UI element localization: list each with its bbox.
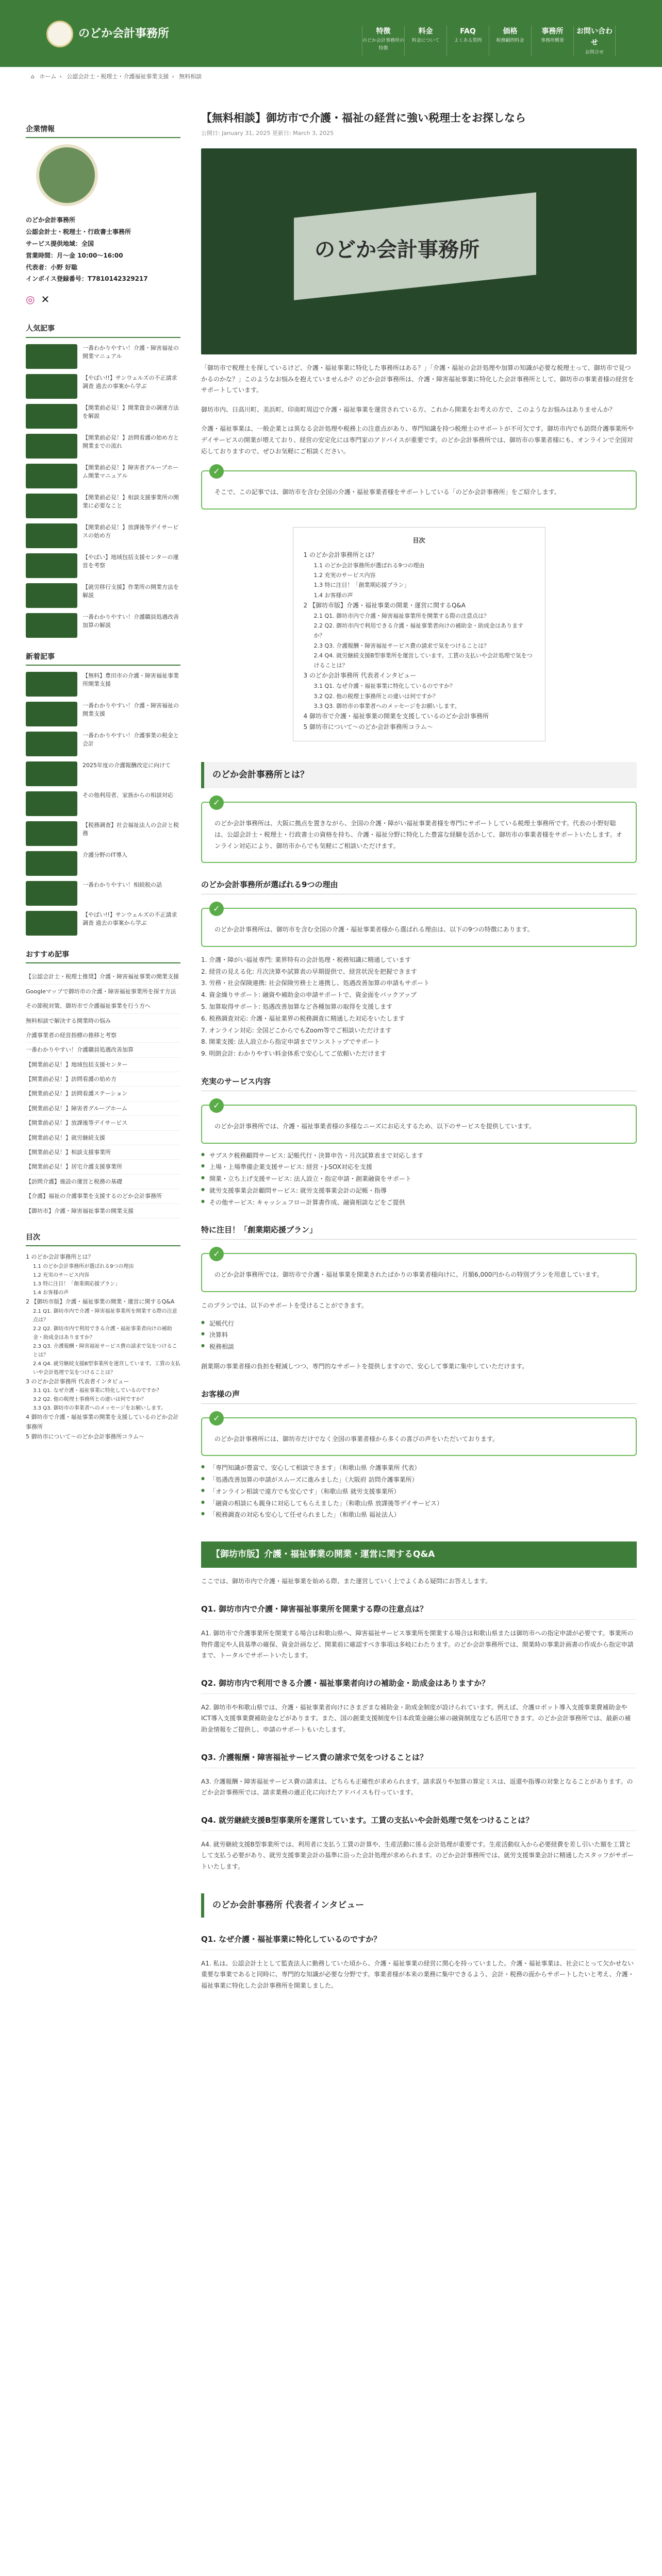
post-thumbnail bbox=[26, 494, 77, 518]
toc-item[interactable]: 1.2 充実のサービス内容 bbox=[313, 572, 376, 579]
profile-line: 公認会計士・税理士・行政書士事務所 bbox=[26, 228, 131, 236]
recommended-link[interactable]: 【開業前必見！】相談支援事業所 bbox=[26, 1145, 180, 1160]
interview-question: Q1. なぜ介護・福祉事業に特化しているのですか？ bbox=[201, 1933, 637, 1950]
qa-section-heading: 【御坊市版】介護・福祉事業の開業・運営に関するQ&A bbox=[201, 1541, 637, 1568]
subsection-heading: お客様の声 bbox=[201, 1388, 637, 1404]
breadcrumb-item[interactable]: 公認会計士・税理士・介護福祉事業支援 bbox=[67, 73, 169, 80]
post-dates: 公開日: January 31, 2025 更新日: March 3, 2025 bbox=[201, 130, 334, 137]
plan-item: ● 記帳代行 bbox=[201, 1318, 637, 1330]
popular-widget-title: 人気記事 bbox=[26, 323, 180, 337]
new-post-item[interactable] bbox=[26, 761, 180, 786]
reason-item: 6. 税務調査対応: 介護・福祉業界の税務調査に精通した対応をいたします bbox=[201, 1014, 405, 1022]
reason-item: 7. オンライン対応: 全国どこからでもZoom等でご相談いただけます bbox=[201, 1026, 392, 1034]
breadcrumb-separator: › bbox=[59, 73, 62, 80]
new-widget-title: 新着記事 bbox=[26, 651, 180, 666]
callout-text: のどか会計事務所は、御坊市を含む全国の介護・福祉事業者様から選ばれる理由は、以下の9つの特徴にあります。 bbox=[214, 926, 534, 934]
toc-item[interactable]: 3.2 Q2. 他の税理士事務所との違いは何ですか？ bbox=[313, 692, 439, 700]
service-item: ● その他サービス: キャッシュフロー計算書作成、融資相談などをご提供 bbox=[201, 1197, 637, 1209]
post-link-text: 介護分野のIT導入 bbox=[82, 851, 127, 858]
post-thumbnail bbox=[26, 702, 77, 726]
intro-paragraph: 介護・福祉事業は、一般企業とは異なる会計処理や税務上の注意点があり、専門知識を持つ税理士のサポートが不可欠です。御坊市内でも訪問介護事業所やデイサービスの開業が増えており、経営の安定化には専門家のアドバイスが重要です。のどか会計事務所では、御坊市の事業者様にも、オンラインで全国対応しておりますので、ぜひお気軽にご相談ください。 bbox=[201, 425, 634, 455]
popular-post-item[interactable] bbox=[26, 583, 180, 608]
nav-item[interactable] bbox=[362, 26, 404, 56]
sidebar-toc-item[interactable]: 3.1 Q1. なぜ介護・福祉事業に特化しているのですか？ bbox=[33, 1388, 162, 1394]
post-link-text: 一番わかりやすい！介護・障害福祉の開業支援 bbox=[82, 702, 179, 717]
post-link-text: 一番わかりやすい！介護職員処遇改善加算の解説 bbox=[82, 613, 179, 629]
plan-lead: このプランでは、以下のサポートを受けることができます。 bbox=[201, 1302, 368, 1310]
plan-item: ● 税務相談 bbox=[201, 1341, 637, 1353]
callout-text: のどか会計事務所では、介護・福祉事業者様の多様なニーズにお応えするため、以下のサービスを提供しています。 bbox=[214, 1122, 535, 1130]
post-thumbnail bbox=[26, 821, 77, 846]
hero-sign-text: のどか会計事務所 bbox=[315, 238, 479, 262]
profile-info bbox=[26, 214, 180, 285]
nav-sublabel: のどか会計事務所の特徴 bbox=[362, 38, 405, 51]
hero-image bbox=[201, 148, 637, 354]
nav-sublabel: 料金について bbox=[411, 38, 440, 44]
interview-answer: A1. 私は、公認会計士として監査法人に勤務していた頃から、介護・福祉事業の経営に関心を持っていました。介護・福祉事業は、社会にとって欠かせない重要な事業であると同時に、専門的な知識が必要な分野です。事業者様が本来の業務に集中できるよう、会計・税務の面からサポートしたいと考え、介護・福祉事業に特化した会計事務所を開業しました。 bbox=[201, 1959, 634, 1989]
post-thumbnail bbox=[26, 791, 77, 816]
intro-paragraph: 「御坊市で税理士を探しているけど、介護・福祉事業に特化した事務所はある？」「介護・福祉の会計処理や加算の知識が必要な税理士って、御坊市で見つかるのかな？」このようなお悩みを抱えていませんか？のどか会計事務所は、介護・障害福祉事業に特化した会計事務所として、御坊市の事業者様の経営をサポートしています。 bbox=[201, 364, 634, 394]
site-title: のどか会計事務所 bbox=[78, 27, 170, 41]
sidebar-toc-item[interactable]: 1.2 充実のサービス内容 bbox=[33, 1273, 90, 1279]
nav-label: 事務所 bbox=[541, 27, 564, 36]
sidebar-toc-title: 目次 bbox=[26, 1232, 180, 1246]
nav-label: FAQ bbox=[460, 27, 476, 36]
voice-item: ● 「融資の相談にも親身に対応してもらえました」（和歌山県 放課後等デイサービス） bbox=[201, 1498, 637, 1510]
new-post-item[interactable] bbox=[26, 821, 180, 846]
nav-sublabel: お問合せ bbox=[585, 49, 604, 55]
recommended-link[interactable]: その節税対策、御坊市で介護福祉事業を行う方へ bbox=[26, 999, 180, 1013]
toc-item[interactable]: 3 のどか会計事務所 代表者インタビュー bbox=[303, 672, 417, 680]
recommend-widget-title: おすすめ記事 bbox=[26, 949, 180, 963]
breadcrumb-separator: › bbox=[172, 73, 174, 80]
site-logo[interactable] bbox=[46, 21, 169, 47]
breadcrumb-item: 無料相談 bbox=[179, 73, 202, 80]
post-link-text: 一番わかりやすい！相続税の話 bbox=[82, 881, 162, 888]
callout-text: のどか会計事務所は、大阪に拠点を置きながら、全国の介護・障がい福祉事業者様を専門にサポートしている税理士事務所です。代表の小野好聡は、公認会計士・税理士・行政書士の資格を持ち、介護・福祉分野に特化した豊富な経験を活かして、御坊市の事業者様をサポートいたします。オンライン対応により、御坊市からでも気軽にご相談いただけます。 bbox=[214, 820, 622, 850]
sidebar-toc-item[interactable]: 5 御坊市について〜のどか会計事務所コラム〜 bbox=[26, 1433, 145, 1440]
toc-list bbox=[304, 550, 535, 733]
sidebar-toc-item[interactable]: 3.2 Q2. 他の税理士事務所との違いは何ですか？ bbox=[33, 1397, 146, 1403]
intro-callout bbox=[201, 466, 637, 510]
recommended-link[interactable]: 無料相談で解決する開業時の悩み bbox=[26, 1014, 180, 1028]
reason-item: 1. 介護・障がい福祉専門: 業界特有の会計処理・税務知識に精通しています bbox=[201, 956, 411, 963]
post-thumbnail bbox=[26, 404, 77, 429]
profile-line: サービス提供地域：全国 bbox=[26, 240, 94, 247]
subsection-heading: のどか会計事務所が選ばれる9つの理由 bbox=[201, 878, 637, 894]
new-post-item[interactable] bbox=[26, 911, 180, 936]
new-post-item[interactable] bbox=[26, 672, 180, 697]
sidebar-toc-item[interactable]: 1.4 お客様の声 bbox=[33, 1290, 69, 1296]
toc-item[interactable]: 5 御坊市について〜のどか会計事務所コラム〜 bbox=[303, 723, 433, 731]
voice-item: ● 「処遇改善加算の申請がスムーズに進みました」（大阪府 訪問介護事業所） bbox=[201, 1474, 637, 1486]
service-item: ● 就労支援事業会計顧問サービス: 就労支援事業会計の記帳・指導 bbox=[201, 1185, 637, 1197]
sidebar bbox=[26, 124, 180, 1442]
toc-item[interactable]: 3.1 Q1. なぜ介護・福祉事業に特化しているのですか？ bbox=[313, 683, 456, 690]
sidebar-toc-item[interactable]: 1 のどか会計事務所とは？ bbox=[26, 1253, 94, 1261]
sidebar-toc-item[interactable]: 1.1 のどか会計事務所が選ばれる9つの理由 bbox=[33, 1264, 134, 1270]
profile-logo bbox=[36, 144, 98, 206]
check-icon: ✓ bbox=[209, 1411, 224, 1426]
popular-post-item[interactable] bbox=[26, 344, 180, 369]
sidebar-toc bbox=[26, 1252, 180, 1442]
recommended-link[interactable]: 一番わかりやすい！介護職員処遇改善加算 bbox=[26, 1043, 180, 1057]
check-icon: ✓ bbox=[209, 902, 224, 916]
nav-label: 料金 bbox=[418, 27, 433, 36]
post-link-text: 【やばい】地域包括支援センターの運営を考察 bbox=[82, 553, 179, 569]
recommended-link[interactable]: 介護事業者の経営指標の推移と考察 bbox=[26, 1028, 180, 1043]
post-link-text: 一番わかりやすい！介護事業の税金と会計 bbox=[82, 732, 179, 747]
plan-callout bbox=[201, 1249, 637, 1292]
post-thumbnail bbox=[26, 732, 77, 756]
post-thumbnail bbox=[26, 881, 77, 906]
plan-item: ● 決算料 bbox=[201, 1329, 637, 1341]
post-thumbnail bbox=[26, 613, 77, 638]
sidebar-toc-item[interactable]: 2 【御坊市版】介護・福祉事業の開業・運営に関するQ&A bbox=[26, 1298, 175, 1306]
breadcrumb-item[interactable]: ホーム bbox=[39, 73, 57, 80]
section-callout bbox=[201, 798, 637, 863]
profile-line: 営業時間：月〜金 10:00〜16:00 bbox=[26, 251, 123, 259]
post-link-text: 【やばい!!】サンウェルズの不正請求調査 過去の事案から学ぶ bbox=[82, 911, 177, 926]
sidebar-toc-item[interactable]: 2.1 Q1. 御坊市内で介護・障害福祉事業所を開業する際の注意点は？ bbox=[33, 1308, 177, 1323]
qa-question: Q3. 介護報酬・障害福祉サービス費の請求で気をつけることは？ bbox=[201, 1751, 637, 1768]
service-item: ● サブスク税務顧問サービス: 記帳代行・決算申告・月次試算表まで対応します bbox=[201, 1150, 637, 1162]
toc-title: 目次 bbox=[412, 536, 425, 544]
sidebar-toc-item[interactable]: 4 御坊市で介護・福祉事業の開業を支援しているのどか会計事務所 bbox=[26, 1414, 179, 1431]
profile-line: インボイス登録番号：T7810142329217 bbox=[26, 275, 148, 283]
recommended-link[interactable]: 【開業前必見！】放課後等デイサービス bbox=[26, 1116, 180, 1130]
post-thumbnail bbox=[26, 434, 77, 459]
services-list bbox=[201, 1150, 637, 1209]
reasons-callout bbox=[201, 904, 637, 947]
popular-post-item[interactable] bbox=[26, 464, 180, 488]
qa-answer: A2. 御坊市や和歌山県では、介護・福祉事業者向けにさまざまな補助金・助成金制度が設けられています。例えば、介護ロボット導入支援事業費補助金やICT導入支援事業費補助金などがあります。また、国の創業支援制度や日本政策金融公庫の融資制度なども活用できます。のどか会計事務所では、最新の補助金情報をご提供し、申請のサポートもいたします。 bbox=[201, 1703, 631, 1733]
check-icon: ✓ bbox=[209, 795, 224, 810]
nav-sublabel: 事務所概要 bbox=[540, 38, 564, 44]
check-icon: ✓ bbox=[209, 1098, 224, 1113]
new-post-item[interactable] bbox=[26, 791, 180, 816]
toc-item[interactable]: 2.2 Q2. 御坊市内で利用できる介護・福祉事業者向けの補助金・助成金はありますか？ bbox=[313, 622, 524, 639]
popular-post-item[interactable] bbox=[26, 494, 180, 518]
nav-sublabel: よくある質問 bbox=[454, 38, 482, 44]
popular-post-item[interactable] bbox=[26, 404, 180, 429]
recommended-link[interactable]: 【開業前必見！】訪問看護の始め方 bbox=[26, 1072, 180, 1087]
new-post-item[interactable] bbox=[26, 881, 180, 906]
sidebar-toc-item[interactable]: 2.2 Q2. 御坊市内で利用できる介護・福祉事業者向けの補助金・助成金はありますか？ bbox=[33, 1326, 172, 1341]
new-posts bbox=[26, 672, 180, 936]
toc-item[interactable]: 1.4 お客様の声 bbox=[313, 591, 353, 599]
voice-item: ● 「税務調査の対応も安心して任せられました」（和歌山県 福祉法人） bbox=[201, 1509, 637, 1521]
nav-label: お問い合わせ bbox=[576, 27, 613, 47]
logo-icon bbox=[46, 21, 73, 47]
profile-widget-title: 企業情報 bbox=[26, 124, 180, 138]
sidebar-toc-item[interactable]: 1.3 特に注目！「創業期応援プラン」 bbox=[33, 1281, 121, 1287]
reason-item: 4. 資金繰りサポート: 融資や補助金の申請サポートで、資金面をバックアップ bbox=[201, 991, 417, 999]
toc-item[interactable]: 4 御坊市で介護・福祉事業の開業を支援しているのどか会計事務所 bbox=[303, 713, 489, 720]
sidebar-toc-item[interactable]: 3 のどか会計事務所 代表者インタビュー bbox=[26, 1378, 129, 1385]
nav-sublabel: 税務顧問料金 bbox=[496, 38, 524, 44]
callout-text: のどか会計事務所には、御坊市だけでなく全国の事業者様から多くの喜びの声をいただいております。 bbox=[214, 1435, 499, 1443]
post-link-text: 【無料】豊田市の介護・障害福祉事業所開業支援 bbox=[82, 672, 179, 687]
sidebar-toc-item[interactable]: 3.3 Q3. 御坊市の事業者へのメッセージをお願いします。 bbox=[33, 1405, 167, 1412]
toc-item[interactable]: 1.3 特に注目！「創業期応援プラン」 bbox=[313, 582, 410, 589]
reason-item: 3. 労務・社会保険連携: 社会保険労務士と連携し、処遇改善加算の申請もサポート bbox=[201, 979, 430, 987]
recommended-link[interactable]: 【公認会計士・税理士推奨】介護・障害福祉事業の開業支援 bbox=[26, 970, 180, 984]
nav-item[interactable] bbox=[531, 26, 573, 56]
profile-line: 代表者：小野 好聡 bbox=[26, 263, 78, 271]
recommended-posts bbox=[26, 970, 180, 1218]
check-icon: ✓ bbox=[209, 1247, 224, 1261]
profile-line: のどか会計事務所 bbox=[26, 216, 76, 224]
recommended-link[interactable]: Googleマップで御坊市の介護・障害福祉事業所を探す方法 bbox=[26, 985, 180, 999]
toc-item[interactable]: 3.3 Q3. 御坊市の事業者へのメッセージをお願いします。 bbox=[313, 702, 460, 709]
recommended-link[interactable]: 【開業前必見！】障害者グループホーム bbox=[26, 1101, 180, 1116]
callout-text: のどか会計事務所では、御坊市で介護・福祉事業を開業されたばかりの事業者様向けに、月額6,000円からの特別プランを用意しています。 bbox=[214, 1271, 603, 1279]
table-of-contents bbox=[293, 527, 545, 741]
new-post-item[interactable] bbox=[26, 851, 180, 876]
reason-item: 8. 開業支援: 法人設立から指定申請までワンストップでサポート bbox=[201, 1038, 380, 1046]
post-link-text: 一番わかりやすい！介護・障害福祉の開業マニュアル bbox=[82, 344, 179, 360]
post-link-text: 【就労移行支援】作業所の開業方法を解説 bbox=[82, 583, 179, 599]
toc-item[interactable]: 2.4 Q4. 就労継続支援B型事業所を運営しています。工賃の支払いや会計処理で気をつけることは？ bbox=[313, 652, 533, 669]
recommended-link[interactable]: 【御坊市】介護・障害福祉事業の開業支援 bbox=[26, 1204, 180, 1218]
qa-answer: A4. 就労継続支援B型事業所では、利用者に支払う工賃の計算や、生産活動に係る会計処理が重要です。生産活動収入から必要経費を差し引いた額を工賃として支払う必要があり、就労支援事業会計の基準に沿った会計処理が求められます。のどか会計事務所では、就労支援事業会計に精通したスタッフがサポートいたします。 bbox=[201, 1840, 634, 1870]
qa-list bbox=[201, 1603, 637, 1873]
toc-item[interactable]: 2.3 Q3. 介護報酬・障害福祉サービス費の請求で気をつけることは？ bbox=[313, 642, 490, 649]
nav-item[interactable] bbox=[573, 26, 616, 56]
service-item: ● 上場・上場準備企業支援サービス: 経営・J-SOX対応を支援 bbox=[201, 1161, 637, 1173]
post-thumbnail bbox=[26, 553, 77, 578]
check-icon: ✓ bbox=[209, 464, 224, 479]
recommended-link[interactable]: 【開業前必見！】居宅介護支援事業所 bbox=[26, 1160, 180, 1174]
post-thumbnail bbox=[26, 464, 77, 488]
article bbox=[201, 111, 637, 1992]
post-title: 【無料相談】御坊市で介護・福祉の経営に強い税理士をお探しなら bbox=[201, 112, 526, 124]
qa-question: Q2. 御坊市内で利用できる介護・福祉事業者向けの補助金・助成金はありますか？ bbox=[201, 1677, 637, 1694]
toc-item[interactable]: 2 【御坊市版】介護・福祉事業の開業・運営に関するQ&A bbox=[303, 601, 466, 609]
post-thumbnail bbox=[26, 374, 77, 399]
popular-posts bbox=[26, 344, 180, 638]
new-post-item[interactable] bbox=[26, 732, 180, 756]
voice-item: ● 「オンライン相談で遠方でも安心です」（和歌山県 就労支援事業所） bbox=[201, 1486, 637, 1498]
qa-answer: A1. 御坊市で介護事業所を開業する場合は和歌山県へ、障害福祉サービス事業所を開業する場合は和歌山県または御坊市への指定申請が必要です。事業所の物件選定や人員基準の確保、資金計画など、開業前に確認すべき事項は多岐にわたります。のどか会計事務所では、開業時の事業計画書の作成から指定申請まで、トータルでサポートいたします。 bbox=[201, 1630, 634, 1659]
popular-post-item[interactable] bbox=[26, 553, 180, 578]
popular-post-item[interactable] bbox=[26, 434, 180, 459]
site-header bbox=[0, 0, 662, 67]
post-link-text: 【開業前必見！】相談支援事業所の開業に必要なこと bbox=[82, 494, 179, 509]
post-thumbnail bbox=[26, 583, 77, 608]
post-link-text: その他利用者、家族からの相談対応 bbox=[82, 791, 173, 799]
interview-heading: のどか会計事務所 代表者インタビュー bbox=[201, 1893, 637, 1918]
x-icon[interactable]: ✕ bbox=[41, 293, 50, 306]
service-callout bbox=[201, 1100, 637, 1144]
post-thumbnail bbox=[26, 344, 77, 369]
recommended-link[interactable]: 【開業前必見！】地域包括支援センター bbox=[26, 1058, 180, 1072]
sns-links bbox=[26, 291, 180, 308]
reason-item: 2. 経営の見える化: 月次決算や試算表の早期提供で、経営状況を把握できます bbox=[201, 968, 417, 975]
qa-answer: A3. 介護報酬・障害福祉サービス費の請求は、どちらも正確性が求められます。請求誤りや加算の算定ミスは、返還や指導の対象となることがあります。のどか会計事務所では、請求業務の適正化に向けたアドバイスも行っています。 bbox=[201, 1777, 633, 1797]
post-link-text: 【開業前必見！】障害者グループホーム開業マニュアル bbox=[82, 464, 179, 479]
reasons-list bbox=[201, 954, 637, 1060]
sidebar-toc-item[interactable]: 2.3 Q3. 介護報酬・障害福祉サービス費の請求で気をつけることは？ bbox=[33, 1343, 177, 1358]
post-link-text: 【開業前必見！】開業資金の調達方法を解説 bbox=[82, 404, 179, 419]
qa-intro: ここでは、御坊市内で介護・福祉事業を始める際、また運営していく上でよくある疑問にお答えします。 bbox=[201, 1578, 492, 1585]
nav-item[interactable] bbox=[404, 26, 446, 56]
service-item: ● 開業・立ち上げ支援サービス: 法人設立・指定申請・創業融資をサポート bbox=[201, 1173, 637, 1185]
post-link-text: 【やばい!!】サンウェルズの不正請求調査 過去の事案から学ぶ bbox=[82, 374, 177, 389]
intro-paragraph: 御坊市内、日高川町、美浜町、印南町周辺で介護・福祉事業を運営されている方、これから開業をお考えの方で、このようなお悩みはありませんか？ bbox=[201, 405, 616, 413]
recommended-link[interactable]: 【訪問介護】施設の運営と税務の基礎 bbox=[26, 1175, 180, 1189]
qa-question: Q4. 就労継続支援B型事業所を運営しています。工賃の支払いや会計処理で気をつけることは？ bbox=[201, 1814, 637, 1831]
post-thumbnail bbox=[26, 911, 77, 936]
reason-item: 9. 明朗会計: わかりやすい料金体系で安心してご依頼いただけます bbox=[201, 1050, 387, 1058]
plan-items bbox=[201, 1318, 637, 1353]
recommended-link[interactable]: 【開業前必見！】就労継続支援 bbox=[26, 1131, 180, 1145]
nav-item[interactable] bbox=[446, 26, 489, 56]
subsection-heading: 充実のサービス内容 bbox=[201, 1075, 637, 1091]
subsection-heading: 特に注目！「創業期応援プラン」 bbox=[201, 1224, 637, 1240]
nav-label: 価格 bbox=[503, 27, 518, 36]
post-link-text: 【開業前必見！】放課後等デイサービスの始め方 bbox=[82, 523, 179, 539]
nav-label: 特徴 bbox=[376, 27, 391, 36]
breadcrumb bbox=[31, 72, 205, 81]
new-post-item[interactable] bbox=[26, 702, 180, 726]
global-nav bbox=[362, 26, 616, 56]
voice-item: ● 「専門知識が豊富で、安心して相談できます」（和歌山県 介護事業所 代表） bbox=[201, 1462, 637, 1474]
popular-post-item[interactable] bbox=[26, 374, 180, 399]
qa-question: Q1. 御坊市内で介護・障害福祉事業所を開業する際の注意点は？ bbox=[201, 1603, 637, 1620]
recommended-link[interactable]: 【開業前必見！】訪問看護ステーション bbox=[26, 1087, 180, 1101]
nav-item[interactable] bbox=[489, 26, 531, 56]
toc-item[interactable]: 1.1 のどか会計事務所が選ばれる9つの理由 bbox=[313, 562, 425, 569]
recommended-link[interactable]: 【介護】福祉の介護事業を支援するのどか会計事務所 bbox=[26, 1189, 180, 1204]
toc-item[interactable]: 1 のどか会計事務所とは？ bbox=[303, 551, 377, 558]
toc-item[interactable]: 2.1 Q1. 御坊市内で介護・障害福祉事業所を開業する際の注意点は？ bbox=[313, 612, 490, 619]
reason-item: 5. 加算取得サポート: 処遇改善加算など各種加算の取得を支援します bbox=[201, 1003, 393, 1010]
voice-callout bbox=[201, 1413, 637, 1456]
post-thumbnail bbox=[26, 523, 77, 548]
post-link-text: 【開業前必見！】訪問看護の始め方と開業までの流れ bbox=[82, 434, 179, 449]
sidebar-toc-item[interactable]: 2.4 Q4. 就労継続支援B型事業所を運営しています。工賃の支払いや会計処理で気をつけることは？ bbox=[33, 1361, 180, 1376]
callout-text: そこで、この記事では、御坊市を含む全国の介護・福祉事業者様をサポートしている「のどか会計事務所」をご紹介します。 bbox=[214, 488, 560, 496]
post-link-text: 【税務調査】社会福祉法人の会計と税務 bbox=[82, 821, 179, 837]
plan-note: 創業期の事業者様の負担を軽減しつつ、専門的なサポートを提供しますので、安心して事業に集中していただけます。 bbox=[201, 1363, 528, 1370]
post-thumbnail bbox=[26, 851, 77, 876]
customer-voices bbox=[201, 1462, 637, 1521]
post-link-text: 2025年度の介護報酬改定に向けて bbox=[82, 761, 171, 769]
popular-post-item[interactable] bbox=[26, 613, 180, 638]
section-heading: のどか会計事務所とは？ bbox=[201, 762, 637, 788]
post-thumbnail bbox=[26, 761, 77, 786]
instagram-icon[interactable]: ◎ bbox=[26, 293, 35, 306]
home-icon: ⌂ bbox=[31, 73, 35, 80]
post-thumbnail bbox=[26, 672, 77, 697]
popular-post-item[interactable] bbox=[26, 523, 180, 548]
